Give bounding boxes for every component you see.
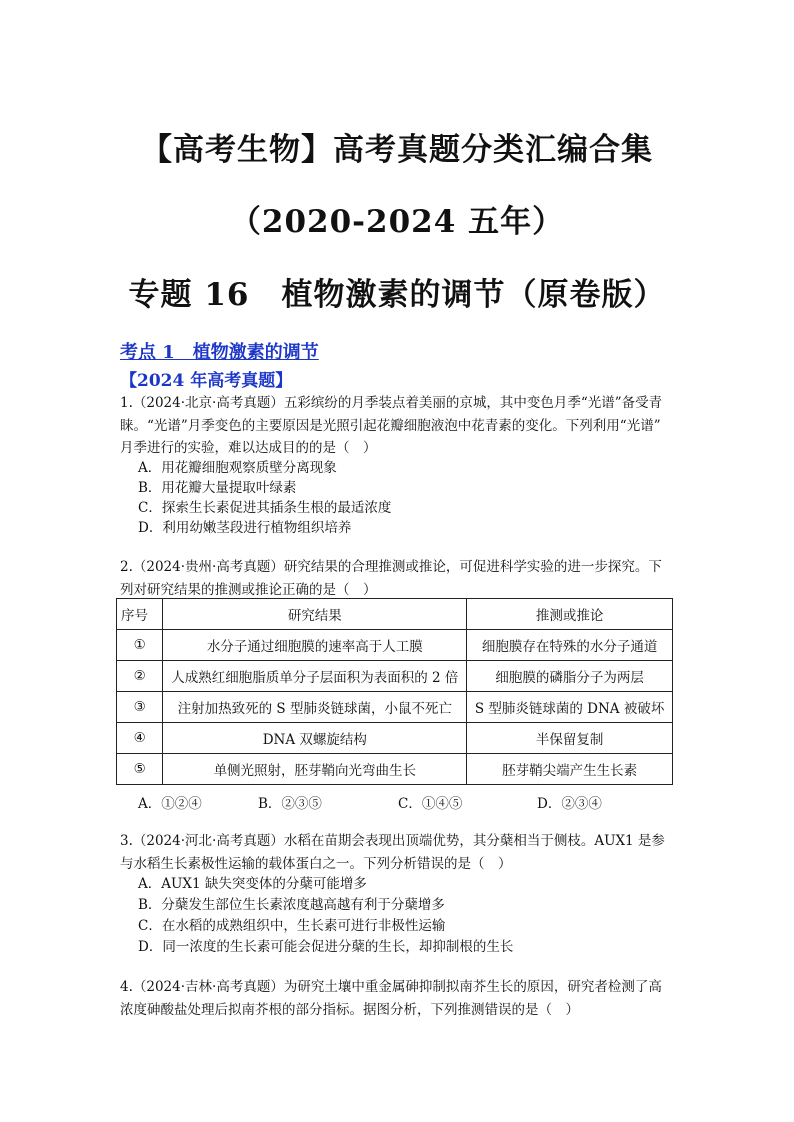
table-cell: 水分子通过细胞膜的速率高于人工膜 xyxy=(163,630,467,661)
table-cell: 半保留复制 xyxy=(467,723,673,754)
question-2-results-table xyxy=(116,598,673,785)
table-cell: 注射加热致死的 S 型肺炎链球菌，小鼠不死亡 xyxy=(163,692,467,723)
table-cell: DNA 双螺旋结构 xyxy=(163,723,467,754)
table-row xyxy=(117,692,673,723)
table-header-cell: 序号 xyxy=(117,599,163,630)
question-2-option-a: A．①②④ xyxy=(138,796,202,812)
table-cell: 单侧光照射，胚芽鞘向光弯曲生长 xyxy=(163,754,467,785)
question-3-option-a: A．AUX1 缺失突变体的分蘖可能增多 xyxy=(138,876,367,892)
question-3-option-c: C．在水稻的成熟组织中，生长素可进行非极性运输 xyxy=(138,918,446,934)
document-topic-title: 专题 16 植物激素的调节（原卷版） xyxy=(128,277,666,313)
table-cell: ⑤ xyxy=(117,754,163,785)
table-cell: 胚芽鞘尖端产生生长素 xyxy=(467,754,673,785)
question-3-option-d: D．同一浓度的生长素可能会促进分蘖的生长，却抑制根的生长 xyxy=(138,939,514,955)
question-1-option-c: C．探索生长素促进其插条生根的最适浓度 xyxy=(138,500,392,516)
section-heading-link[interactable]: 考点 1 植物激素的调节 xyxy=(120,342,319,363)
table-header-cell: 推测或推论 xyxy=(467,599,673,630)
table-header-row xyxy=(117,599,673,630)
table-cell: ② xyxy=(117,661,163,692)
table-cell: ① xyxy=(117,630,163,661)
question-3-stem: 3.（2024·河北·高考真题）水稻在苗期会表现出顶端优势，其分蘖相当于侧枝。AUX1 是参 与水稻生长素极性运输的载体蛋白之一。下列分析错误的是（ ） xyxy=(120,833,665,872)
table-row xyxy=(117,661,673,692)
table-cell: ③ xyxy=(117,692,163,723)
table-header-cell: 研究结果 xyxy=(163,599,467,630)
year-heading: 【2024 年高考真题】 xyxy=(120,371,293,391)
document-title: 【高考生物】高考真题分类汇编合集 xyxy=(141,132,653,168)
table-cell: 人成熟红细胞脂质单分子层面积为表面积的 2 倍 xyxy=(163,661,467,692)
question-2-option-c: C．①④⑤ xyxy=(398,796,463,812)
table-cell: S 型肺炎链球菌的 DNA 被破坏 xyxy=(467,692,673,723)
question-1-option-b: B．用花瓣大量提取叶绿素 xyxy=(138,480,297,496)
question-3-option-b: B．分蘖发生部位生长素浓度越高越有利于分蘖增多 xyxy=(138,897,445,913)
table-cell: ④ xyxy=(117,723,163,754)
table-row xyxy=(117,723,673,754)
document-year-range: （2020-2024 五年） xyxy=(229,204,565,240)
question-1-option-d: D．利用幼嫩茎段进行植物组织培养 xyxy=(138,520,352,536)
table-cell: 细胞膜存在特殊的水分子通道 xyxy=(467,630,673,661)
question-1-option-a: A．用花瓣细胞观察质壁分离现象 xyxy=(138,460,337,476)
table-row xyxy=(117,754,673,785)
question-2-option-b: B．②③⑤ xyxy=(258,796,322,812)
question-2-option-d: D．②③④ xyxy=(537,796,602,812)
question-4-stem: 4.（2024·吉林·高考真题）为研究土壤中重金属砷抑制拟南芥生长的原因，研究者检测了高 浓度砷酸盐处理后拟南芥根的部分指标。据图分析，下列推测错误的是（ ） xyxy=(120,979,662,1018)
question-2-stem: 2.（2024·贵州·高考真题）研究结果的合理推测或推论，可促进科学实验的进一步探究。下 列对研究结果的推测或推论正确的是（ ） xyxy=(120,559,662,598)
table-cell: 细胞膜的磷脂分子为两层 xyxy=(467,661,673,692)
table-row xyxy=(117,630,673,661)
question-1-stem: 1.（2024·北京·高考真题）五彩缤纷的月季装点着美丽的京城，其中变色月季“光谱”备受青 睐。“光谱”月季变色的主要原因是光照引起花瓣细胞液泡中花青素的变化。下列利用“光谱” 月季进行的实验，难以达成目的的是（ ） xyxy=(120,395,663,456)
